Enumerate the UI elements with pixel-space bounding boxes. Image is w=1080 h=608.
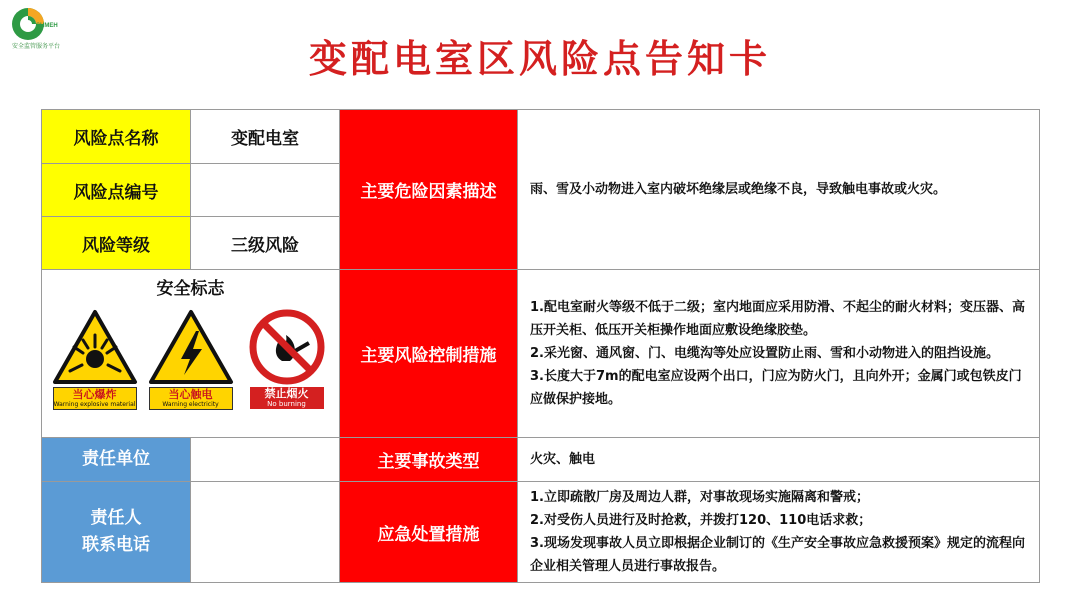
contact-label-line1: 责任人 — [90, 508, 142, 528]
risk-name-label: 风险点名称 — [42, 110, 191, 164]
safety-signs-row — [42, 309, 339, 410]
responsible-unit-label: 责任单位 — [42, 438, 191, 482]
control-item: 1.配电室耐火等级不低于二级；室内地面应采用防滑、不起尘的耐火材料；变压器、高压开关柜、低压开关柜操作地面应敷设绝缘胶垫。 — [530, 300, 1025, 338]
sign-electric-shock — [148, 309, 234, 410]
sign-electric-label-cn: 当心触电 — [168, 388, 213, 401]
page-title: 变配电室区风险点告知卡 — [308, 37, 771, 81]
sign-no-burning-label-cn: 禁止烟火 — [264, 387, 309, 400]
no-burning-icon — [244, 309, 330, 385]
explosive-warning-icon — [52, 309, 138, 385]
sign-no-burning-label-en: No burning — [267, 400, 306, 408]
sign-explosive-caption — [53, 387, 137, 410]
control-measures-text — [518, 270, 1040, 438]
accident-type-label: 主要事故类型 — [340, 438, 518, 482]
sign-explosive — [52, 309, 138, 410]
emergency-item: 1.立即疏散厂房及周边人群，对事故现场实施隔离和警戒； — [530, 490, 869, 505]
contact-label-line2: 联系电话 — [82, 535, 150, 555]
emergency-measures-text — [518, 482, 1040, 583]
contact-value — [191, 482, 340, 583]
sign-no-burning-caption — [250, 387, 324, 409]
logo-caption: 安全监管服务平台 — [11, 43, 60, 50]
risk-level-label: 风险等级 — [42, 217, 191, 270]
risk-card-table — [41, 109, 1040, 583]
emergency-label: 应急处置措施 — [340, 482, 518, 583]
risk-number-label: 风险点编号 — [42, 164, 191, 217]
sign-electric-label-en: Warning electricity — [162, 401, 219, 408]
control-item: 2.采光窗、通风窗、门、电缆沟等处应设置防止雨、雪和小动物进入的阻挡设施。 — [530, 346, 999, 361]
electric-shock-warning-icon — [148, 309, 234, 385]
safety-signs-cell — [42, 270, 340, 438]
control-item: 3.长度大于7m的配电室应设两个出口，门应为防火门，且向外开；金属门或包铁皮门应做保护接地。 — [530, 369, 1022, 407]
sign-explosive-label-cn: 当心爆炸 — [72, 388, 117, 401]
sign-no-burning — [244, 309, 330, 410]
risk-name-value: 变配电室 — [191, 110, 340, 164]
responsible-unit-value — [191, 438, 340, 482]
accident-type-text: 火灾、触电 — [518, 438, 1040, 482]
safety-signs-title: 安全标志 — [156, 279, 225, 299]
risk-level-value: 三级风险 — [191, 217, 340, 270]
hazard-label: 主要危险因素描述 — [340, 110, 518, 270]
contact-label — [42, 482, 191, 583]
sign-electric-caption — [149, 387, 233, 410]
control-measures-label: 主要风险控制措施 — [340, 270, 518, 438]
emergency-item: 3.现场发现事故人员立即根据企业制订的《生产安全事故应急救援预案》规定的流程向企业相关管理人员进行事故报告。 — [530, 536, 1025, 574]
logo-text: SHMEH — [36, 23, 58, 29]
emergency-item: 2.对受伤人员进行及时抢救，并拨打120、110电话求救； — [530, 513, 872, 528]
sign-explosive-label-en: Warning explosive material — [53, 401, 136, 408]
risk-number-value — [191, 164, 340, 217]
hazard-description: 雨、雪及小动物进入室内破坏绝缘层或绝缘不良，导致触电事故或火灾。 — [518, 110, 1040, 270]
